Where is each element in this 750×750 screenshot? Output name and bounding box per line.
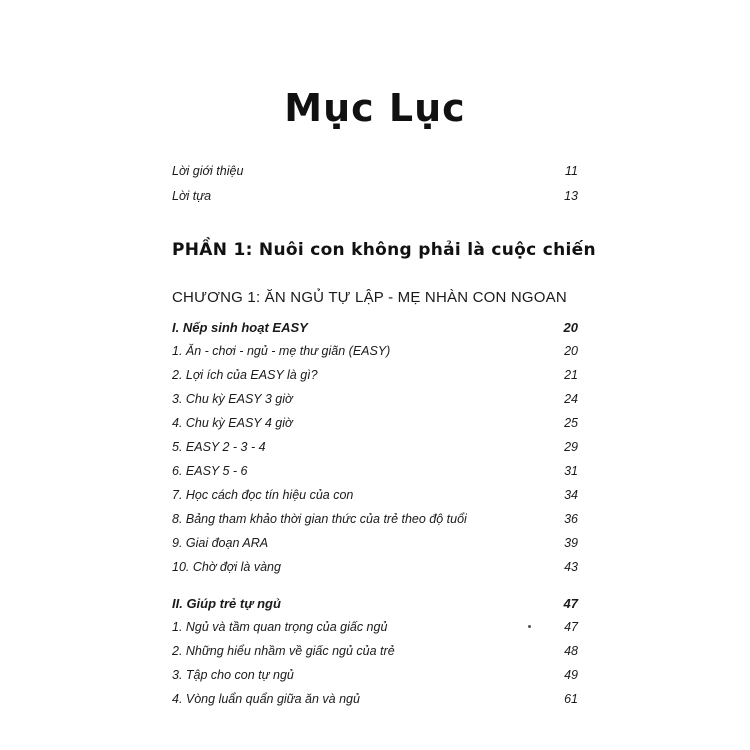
toc-entry-label: 1. Ngủ và tầm quan trọng của giấc ngủ <box>172 620 388 634</box>
toc-entry <box>172 164 578 178</box>
toc-entry-page: 24 <box>564 392 578 406</box>
toc-entry-label: 5. EASY 2 - 3 - 4 <box>172 440 266 454</box>
chapter-heading: CHƯƠNG 1: ĂN NGỦ TỰ LẬP - MẸ NHÀN CON NGOAN <box>172 289 567 306</box>
toc-entry <box>172 344 578 358</box>
toc-entry-label: 3. Chu kỳ EASY 3 giờ <box>172 392 293 406</box>
toc-entry <box>172 392 578 406</box>
toc-entry-label: 4. Chu kỳ EASY 4 giờ <box>172 416 293 430</box>
toc-entry <box>172 368 578 382</box>
toc-entry-page: 31 <box>564 464 578 478</box>
toc-entry-label: 1. Ăn - chơi - ngủ - mẹ thư giãn (EASY) <box>172 344 391 358</box>
toc-entry <box>172 488 578 502</box>
toc-entry-label: 8. Bảng tham khảo thời gian thức của trẻ theo độ tuổi <box>172 512 467 526</box>
toc-entry-label: 10. Chờ đợi là vàng <box>172 560 281 574</box>
toc-entry <box>172 536 578 550</box>
toc-entry-page: 34 <box>564 488 578 502</box>
toc-entry-page: 47 <box>564 620 578 634</box>
toc-entry-page: 25 <box>564 416 578 430</box>
section-heading <box>172 320 578 335</box>
section-heading <box>172 596 578 611</box>
toc-entry-page: 11 <box>565 164 578 178</box>
toc-entry-label: Lời tựa <box>172 189 212 203</box>
part-heading: PHẦN 1: Nuôi con không phải là cuộc chiến <box>172 240 596 260</box>
toc-entry-page: 39 <box>564 536 578 550</box>
page-title: Mục Lục <box>284 86 466 130</box>
toc-entry <box>172 560 578 574</box>
section-label: II. Giúp trẻ tự ngủ <box>172 596 281 611</box>
toc-entry-page: 49 <box>564 668 578 682</box>
toc-entry-label: 3. Tập cho con tự ngủ <box>172 668 294 682</box>
toc-entry-page: 61 <box>564 692 578 706</box>
section-page: 47 <box>563 596 578 611</box>
toc-entry <box>172 440 578 454</box>
toc-entry <box>172 464 578 478</box>
toc-entry-page: 43 <box>564 560 578 574</box>
toc-entry-label: 6. EASY 5 - 6 <box>172 464 248 478</box>
toc-entry-page: 13 <box>564 189 578 203</box>
toc-entry-page: 29 <box>564 440 578 454</box>
toc-entry-label: 2. Lợi ích của EASY là gì? <box>172 368 318 382</box>
toc-entry-label: Lời giới thiệu <box>172 164 244 178</box>
toc-entry <box>172 668 578 682</box>
toc-entry <box>172 416 578 430</box>
toc-entry-page: 20 <box>564 344 578 358</box>
print-speck <box>528 625 531 628</box>
toc-entry-label: 4. Vòng luẩn quẩn giữa ăn và ngủ <box>172 692 360 706</box>
toc-entry <box>172 692 578 706</box>
toc-entry-label: 2. Những hiểu nhầm về giấc ngủ của trẻ <box>172 644 395 658</box>
toc-entry-label: 9. Giai đoạn ARA <box>172 536 269 550</box>
toc-entry <box>172 189 578 203</box>
toc-entry <box>172 512 578 526</box>
toc-entry-page: 21 <box>564 368 578 382</box>
toc-entry-label: 7. Học cách đọc tín hiệu của con <box>172 488 354 502</box>
toc-entry <box>172 620 578 634</box>
section-label: I. Nếp sinh hoạt EASY <box>172 320 308 335</box>
toc-entry-page: 48 <box>564 644 578 658</box>
section-page: 20 <box>563 320 578 335</box>
toc-entry <box>172 644 578 658</box>
toc-entry-page: 36 <box>564 512 578 526</box>
